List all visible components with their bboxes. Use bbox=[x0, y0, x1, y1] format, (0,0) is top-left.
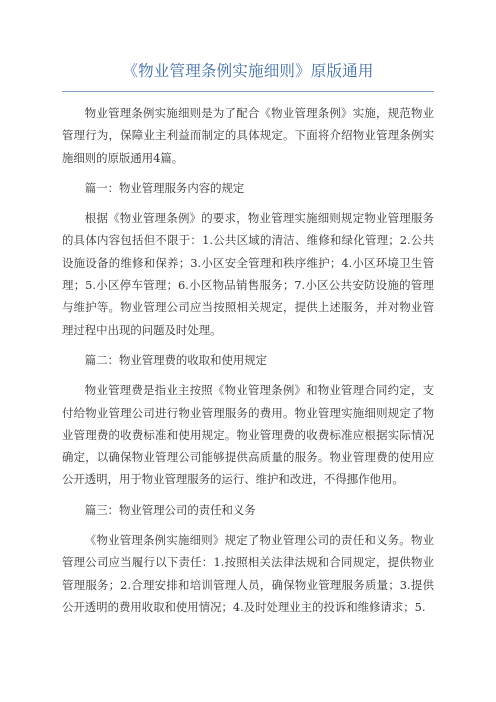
document-body bbox=[62, 102, 434, 618]
document-title: 《物业管理条例实施细则》原版通用 bbox=[122, 62, 374, 80]
section-paragraph-2: 物业管理费是指业主按照《物业管理条例》和物业管理合同约定，支付给物业管理公司进行物业管理服务的费用。物业管理实施细则规定了物业管理费的收费标准和使用规定。物业管理费的收费标准应根据实际情况确定，以确保物业管理公司能够提供高质量的服务。物业管理费的使用应公开透明，用于物业管理服务的运行、维护和改进，不得挪作他用。 bbox=[62, 383, 434, 487]
intro-paragraph: 物业管理条例实施细则是为了配合《物业管理条例》实施，规范物业管理行为，保障业主利益而制定的具体规定。下面将介绍物业管理条例实施细则的原版通用4篇。 bbox=[62, 106, 434, 165]
section-paragraph-3: 《物业管理条例实施细则》规定了物业管理公司的责任和义务。物业管理公司应当履行以下责任：1.按照相关法律法规和合同规定，提供物业管理服务；2.合理安排和培训管理人员，确保物业管理服务质量；3.提供公开透明的费用收取和使用情况；4.及时处理业主的投诉和维修请求；5. bbox=[62, 533, 434, 614]
section-heading-1: 篇一：物业管理服务内容的规定 bbox=[84, 180, 245, 195]
title-divider bbox=[62, 91, 434, 92]
section-paragraph-1: 根据《物业管理条例》的要求，物业管理实施细则规定物业管理服务的具体内容包括但不限于：1.公共区域的清洁、维修和绿化管理；2.公共设施设备的维修和保养；3.小区安全管理和秩序维护；4.小区环境卫生管理；5.小区停车管理；6.小区物品销售服务；7.小区公共安防设施的管理与维护等。物业管理公司应当按照相关规定，提供上述服务，并对物业管理过程中出现的问题及时处理。 bbox=[62, 211, 434, 337]
section-heading-3: 篇三：物业管理公司的责任和义务 bbox=[84, 502, 256, 517]
section-heading-2: 篇二：物业管理费的收取和使用规定 bbox=[84, 352, 268, 367]
